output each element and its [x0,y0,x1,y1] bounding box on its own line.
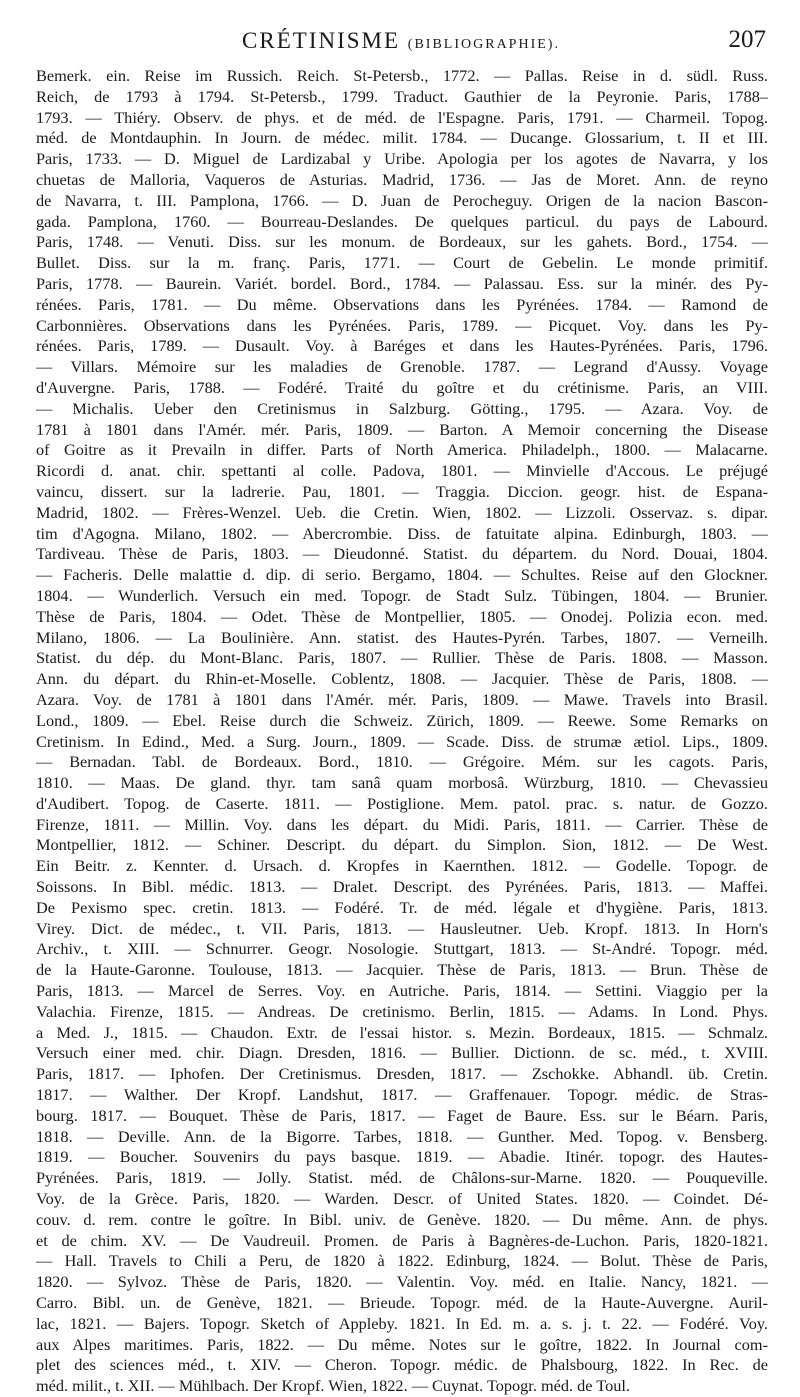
text-line: gada. Pamplona, 1760. — Bourreau-Deslandes. De quelques particul. du pays de Labourd. [36,211,768,231]
text-line: Bemerk. ein. Reise im Russich. Reich. St-Petersb., 1772. — Pallas. Reise in d. südl. Russ. [36,66,768,85]
running-header [36,28,766,62]
text-line: Bullet. Diss. sur la m. franç. Paris, 1771. — Court de Gebelin. Le monde primitif. [36,253,768,273]
text-line: méd. milit., t. XII. — Mühlbach. Der Kropf. Wien, 1822. — Cuynat. Topogr. méd. de Toul. [36,1376,630,1396]
text-line: Thèse de Paris, 1804. — Odet. Thèse de Montpellier, 1805. — Onodej. Polizia econ. med. [36,606,768,626]
page-number: 207 [728,26,766,53]
text-line: et de chim. XV. — De Vaudreuil. Promen. de Paris à Bagnères-de-Luchon. Paris, 1820-1821. [36,1230,768,1250]
text-line: Ricordi d. anat. chir. spettanti al colle. Padova, 1801. — Minvielle d'Accous. Le préjugé [36,461,768,481]
text-line: Paris, 1813. — Marcel de Serres. Voy. en Autriche. Paris, 1814. — Settini. Viaggio per la [36,981,768,1001]
text-line: 1810. — Maas. De gland. thyr. tam sanâ quam morbosâ. Würzburg, 1810. — Chevassieu [36,773,768,793]
text-line: Carbonnières. Observations dans les Pyrénées. Paris, 1789. — Picquet. Voy. dans les Py- [36,315,768,335]
text-line: Reich, de 1793 à 1794. St-Petersb., 1799. Traduct. Gauthier de la Peyronie. Paris, 1788– [36,86,768,106]
text-line: 1818. — Deville. Ann. de la Bigorre. Tarbes, 1818. — Gunther. Med. Topog. v. Bensberg. [36,1126,768,1146]
text-line: a Med. J., 1815. — Chaudon. Extr. de l'essai histor. s. Mezin. Bordeaux, 1815. — Schmalz. [36,1022,768,1042]
text-line: Madrid, 1802. — Frères-Wenzel. Ueb. die Cretin. Wien, 1802. — Lizzoli. Osservaz. s. dipar. [36,502,768,522]
text-line: 1817. — Walther. Der Kropf. Landshut, 1817. — Graffenauer. Topogr. médic. de Stras- [36,1085,768,1105]
text-line: of Goitre as it Prevailn in differ. Parts of North America. Philadelph., 1800. — Malacarne. [36,440,768,460]
text-line: — Facheris. Delle malattie d. dip. di serio. Bergamo, 1804. — Schultes. Reise auf den Glockner. [36,565,768,585]
text-line: Valachia. Firenze, 1815. — Andreas. De cretinismo. Berlin, 1815. — Adams. In Lond. Phys. [36,1001,768,1021]
title-subtitle: (BIBLIOGRAPHIE). [407,37,560,52]
text-line: tim d'Agogna. Milano, 1802. — Abercrombie. Diss. de fatuitate alpina. Edinburgh, 1803. — [36,523,768,543]
text-line: Paris, 1733. — D. Miguel de Lardizabal y Uribe. Apologia per los agotes de Navarra, y los [36,149,768,169]
text-line: 1793. — Thiéry. Observ. de phys. et de méd. de l'Espagne. Paris, 1791. — Charmeil. Topog. [36,107,768,127]
text-line: — Villars. Mémoire sur les maladies de Grenoble. 1787. — Legrand d'Aussy. Voyage [36,357,768,377]
text-line: Pyrénées. Paris, 1819. — Jolly. Statist. méd. de Châlons-sur-Marne. 1820. — Pouqueville. [36,1168,768,1188]
text-line: rénées. Paris, 1781. — Du même. Observations dans les Pyrénées. 1784. — Ramond de [36,294,768,314]
text-line: lac, 1821. — Bajers. Topogr. Sketch of Appleby. 1821. In Ed. m. a. s. j. t. 22. — Fodéré. Voy. [36,1313,768,1333]
text-line: Soissons. In Bibl. médic. 1813. — Dralet. Descript. des Pyrénées. Paris, 1813. — Maffei. [36,877,768,897]
text-line: Cretinism. In Edind., Med. a Surg. Journ., 1809. — Scade. Diss. de strumæ ætiol. Lips., 1809. [36,731,768,751]
text-line: Tardiveau. Thèse de Paris, 1803. — Dieudonné. Statist. du départem. du Nord. Douai, 1804. [36,544,768,564]
text-line: — Michalis. Ueber den Cretinismus in Salzburg. Götting., 1795. — Azara. Voy. de [36,398,768,418]
text-line: Virey. Dict. de médec., t. VII. Paris, 1813. — Hausleutner. Ueb. Kropf. 1813. In Horn's [36,918,768,938]
text-line: — Hall. Travels to Chili a Peru, de 1820 à 1822. Edinburg, 1824. — Bolut. Thèse de Paris, [36,1251,768,1271]
text-line: Lond., 1809. — Ebel. Reise durch die Schweiz. Zürich, 1809. — Reewe. Some Remarks on [36,710,768,730]
text-line: Ein Beitr. z. Kennter. d. Ursach. d. Kropfes in Kaernthen. 1812. — Godelle. Topogr. de [36,856,768,876]
text-line: 1781 à 1801 dans l'Amér. mér. Paris, 1809. — Barton. A Memoir concerning the Disease [36,419,768,439]
text-line: Montpellier, 1812. — Schiner. Descript. du départ. du Simplon. Sion, 1812. — De West. [36,835,768,855]
text-line: d'Auvergne. Paris, 1788. — Fodéré. Traité du goître et du crétinisme. Paris, an VIII. [36,377,768,397]
text-line: Archiv., t. XIII. — Schnurrer. Geogr. Nosologie. Stuttgart, 1813. — St-André. Topogr. méd. [36,939,768,959]
text-line: Carro. Bibl. un. de Genève, 1821. — Brieude. Topogr. méd. de la Haute-Auvergne. Auril- [36,1293,768,1313]
text-line: Paris, 1817. — Iphofen. Der Cretinismus. Dresden, 1817. — Zschokke. Abhandl. üb. Cretin. [36,1064,768,1084]
text-line: 1804. — Wunderlich. Versuch ein med. Topogr. de Stadt Sulz. Tübingen, 1804. — Brunier. [36,585,768,605]
text-line: Firenze, 1811. — Millin. Voy. dans les départ. du Midi. Paris, 1811. — Carrier. Thèse de [36,814,768,834]
text-line: méd. de Montdauphin. In Journ. de médec. milit. 1784. — Ducange. Glossarium, t. II et III. [36,128,768,148]
text-line: de la Haute-Garonne. Toulouse, 1813. — Jacquier. Thèse de Paris, 1813. — Brun. Thèse de [36,960,768,980]
text-line: Paris, 1748. — Venuti. Diss. sur les monum. de Bordeaux, sur les gahets. Bord., 1754. — [36,232,768,252]
text-line: bourg. 1817. — Bouquet. Thèse de Paris, 1817. — Faget de Baure. Ess. sur le Béarn. Paris, [36,1105,768,1125]
text-line: — Bernadan. Tabl. de Bordeaux. Bord., 1810. — Grégoire. Mém. sur les cagots. Paris, [36,752,768,772]
text-line: Ann. du départ. du Rhin-et-Moselle. Coblentz, 1808. — Jacquier. Thèse de Paris, 1808. — [36,669,768,689]
text-line: Paris, 1778. — Baurein. Variét. bordel. Bord., 1784. — Palassau. Ess. sur la minér. des Py- [36,273,768,293]
text-line: plet des sciences méd., t. XIV. — Cheron. Topogr. médic. de Phalsbourg, 1822. In Rec. de [36,1355,768,1375]
text-line: chuetas de Malloria, Vaqueros de Asturias. Madrid, 1736. — Jas de Moret. Ann. de reyno [36,169,768,189]
text-line: vaincu, dissert. sur la ladrerie. Pau, 1801. — Traggia. Diccion. geogr. hist. de Espana- [36,481,768,501]
text-line: rénées. Paris, 1789. — Dusault. Voy. à Baréges et dans les Hautes-Pyrénées. Paris, 1796. [36,336,768,356]
text-line: Milano, 1806. — La Boulinière. Ann. statist. des Hautes-Pyrén. Tarbes, 1807. — Verneilh. [36,627,768,647]
text-line: Statist. du dép. du Mont-Blanc. Paris, 1807. — Rullier. Thèse de Paris. 1808. — Masson. [36,648,768,668]
text-line: 1820. — Sylvoz. Thèse de Paris, 1820. — Valentin. Voy. méd. en Italie. Nancy, 1821. — [36,1272,768,1292]
text-line: De Pexismo spec. cretin. 1813. — Fodéré. Tr. de méd. légale et d'hygiène. Paris, 1813. [36,897,768,917]
text-line: de Navarra, t. III. Pamplona, 1766. — D. Juan de Perocheguy. Origen de la nacion Bascon- [36,190,768,210]
text-line: d'Audibert. Topog. de Caserte. 1811. — Postiglione. Mem. patol. prac. s. natur. de Gozzo. [36,793,768,813]
text-line: Voy. de la Grèce. Paris, 1820. — Warden. Descr. of United States. 1820. — Coindet. Dé- [36,1189,768,1209]
text-line: Versuch einer med. chir. Diagn. Dresden, 1816. — Bullier. Dictionn. de sc. méd., t. XVIII. [36,1043,768,1063]
text-line: couv. d. rem. contre le goître. In Bibl. univ. de Genève. 1820. — Du même. Ann. de phys. [36,1209,768,1229]
text-line: Azara. Voy. de 1781 à 1801 dans l'Amér. mér. Paris, 1809. — Mawe. Travels into Brasil. [36,689,768,709]
bibliography-text [36,66,768,1397]
text-line: aux Alpes maritimes. Paris, 1822. — Du même. Notes sur le goître, 1822. In Journal com- [36,1334,768,1354]
page-title [36,28,766,54]
text-line: 1819. — Boucher. Souvenirs du pays basque. 1819. — Abadie. Itinér. topogr. des Hautes- [36,1147,768,1167]
title-text: CRÉTINISME [242,28,401,53]
